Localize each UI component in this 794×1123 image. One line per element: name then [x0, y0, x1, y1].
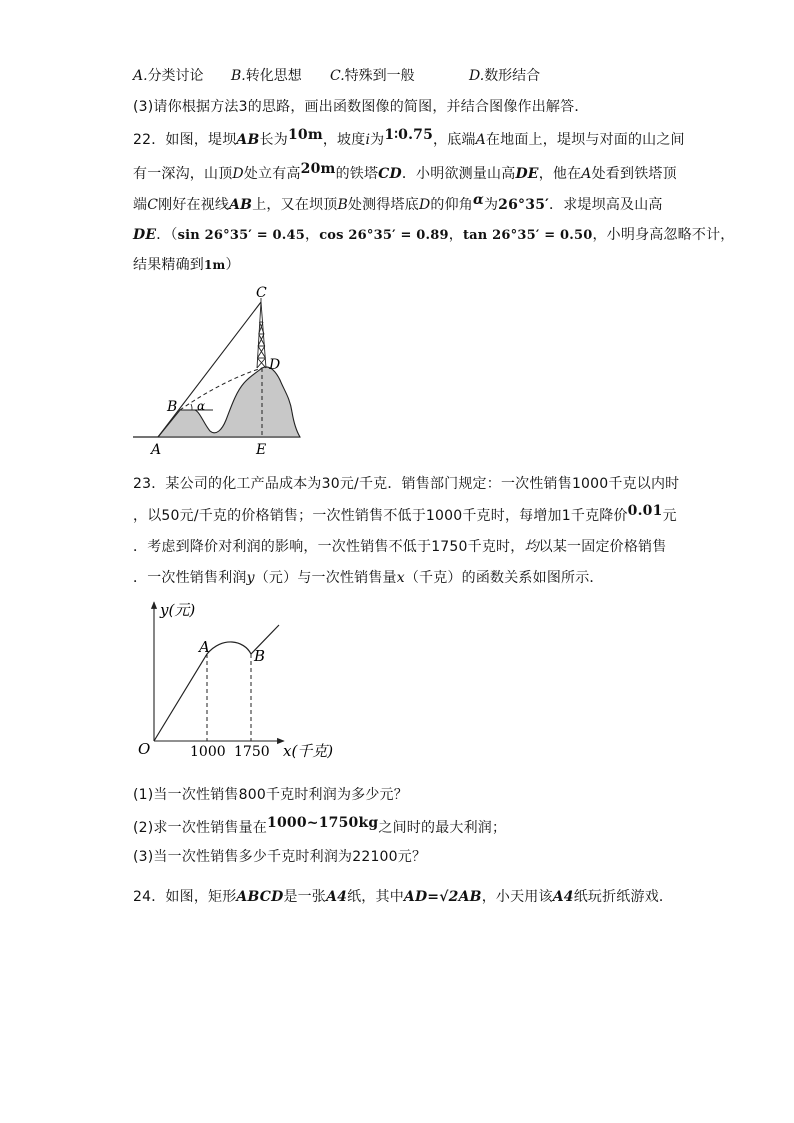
math: cos 26°35′ = 0.89 — [319, 228, 449, 243]
text: 的仰角 — [430, 197, 473, 213]
q23-part2 — [133, 815, 507, 838]
math: α — [472, 192, 484, 208]
math: CD — [378, 166, 402, 182]
math: 10m — [287, 127, 323, 143]
tower — [257, 298, 266, 368]
math: D — [418, 197, 431, 213]
profit-graph — [128, 596, 348, 766]
math: 26°35′ — [498, 197, 550, 213]
label-e: E — [256, 442, 267, 456]
text: 处测得塔底 — [347, 197, 419, 213]
math: A4 — [552, 889, 574, 905]
math: 0.01 — [627, 503, 663, 519]
math: C — [147, 197, 159, 213]
option-c-text: 特殊到一般 — [344, 68, 415, 84]
label-a: A — [151, 442, 162, 456]
label-d: D — [269, 357, 281, 373]
text: 结果精确到 — [133, 257, 204, 273]
text: 上，又在坝顶 — [252, 197, 338, 213]
text: 处立有高 — [243, 166, 301, 182]
option-d-letter: D. — [469, 68, 485, 84]
math: AB — [236, 132, 260, 148]
math: 1m — [204, 258, 226, 272]
math: tan 26°35′ = 0.50 — [462, 228, 593, 243]
math: 20m — [300, 161, 336, 177]
tick-1750: 1750 — [234, 744, 270, 760]
text: （元）与一次性销售量 — [254, 570, 397, 586]
text: 纸玩折纸游戏． — [573, 889, 674, 905]
option-c — [330, 66, 415, 86]
text: 的铁塔 — [335, 166, 379, 182]
math: i — [365, 132, 371, 148]
math: x — [396, 570, 405, 586]
text: 均 — [524, 539, 539, 555]
text: ， — [304, 227, 320, 243]
option-d-text: 数形结合 — [484, 68, 541, 84]
option-a-text: 分类讨论 — [147, 68, 204, 84]
math: A — [475, 132, 486, 148]
q23-part1: (1)当一次性销售800千克时利润为多少元？ — [133, 787, 408, 803]
math: D — [232, 166, 244, 182]
text: 在地面上，堤坝与对面的山之间 — [485, 132, 685, 148]
text: ．小明欲测量山高 — [401, 166, 516, 182]
text: 刚好在视线 — [158, 197, 230, 213]
text: 24．如图，矩形 — [133, 889, 237, 905]
text: 22．如图，堤坝 — [133, 132, 237, 148]
point-b-label: B — [254, 647, 266, 665]
q23-line2 — [133, 503, 677, 526]
math: DE — [515, 166, 539, 182]
q23-part3: (3)当一次性销售多少千克时利润为22100元？ — [133, 849, 427, 865]
math: sin 26°35′ = 0.45 — [177, 228, 305, 243]
option-b — [231, 66, 302, 86]
q23-line4 — [133, 568, 604, 588]
q23-line3 — [133, 537, 666, 557]
option-a — [133, 66, 204, 86]
q22-line4 — [133, 225, 734, 246]
math: A4 — [326, 889, 348, 905]
q22-line2 — [133, 161, 677, 184]
math: ABCD — [236, 889, 284, 905]
dam-mountain-shape — [158, 367, 300, 437]
q24-line — [133, 887, 673, 907]
math: AD=√2AB — [403, 889, 482, 905]
text: 端 — [133, 197, 148, 213]
angle-arc — [191, 404, 192, 410]
text: 是一张 — [283, 889, 327, 905]
q22-line1 — [133, 127, 685, 150]
math: 1000~1750kg — [267, 815, 379, 831]
math: y — [246, 570, 255, 586]
text: 处看到铁塔顶 — [591, 166, 677, 182]
text: ，底端 — [433, 132, 476, 148]
text: ，以50元/千克的价格销售；一次性销售不低于1000千克时，每增加1千克降价 — [133, 508, 628, 524]
text: ，坡度 — [322, 132, 366, 148]
origin-label: O — [138, 740, 151, 758]
q21-part3: (3)请你根据方法3的思路，画出函数图像的简图，并结合图像作出解答． — [133, 99, 589, 115]
text: （千克）的函数关系如图所示． — [404, 570, 604, 586]
text: 为 — [483, 197, 499, 213]
option-a-letter: A. — [133, 68, 148, 84]
text: ．求堤坝高及山高 — [549, 197, 663, 213]
math: A — [581, 166, 592, 182]
text: 长为 — [259, 132, 288, 148]
profit-curve — [154, 625, 279, 741]
x-axis-label: x(千克) — [283, 742, 334, 760]
text: (2)求一次性销售量在 — [133, 820, 268, 836]
text: 有一深沟，山顶 — [133, 166, 233, 182]
text: 纸，其中 — [347, 889, 404, 905]
text: ，他在 — [538, 166, 582, 182]
label-b: B — [167, 399, 178, 415]
label-alpha: α — [197, 399, 206, 413]
math: AB — [229, 197, 253, 213]
math: 1∶0.75 — [384, 127, 434, 143]
point-a-label: A — [199, 638, 210, 656]
text: ， — [448, 227, 463, 243]
math: DE — [133, 227, 157, 243]
label-c: C — [256, 285, 267, 301]
dam-tower-figure — [128, 284, 308, 456]
q22-line3 — [133, 192, 663, 215]
tick-1000: 1000 — [190, 744, 226, 760]
q23-line1: 23．某公司的化工产品成本为30元/千克．销售部门规定：一次性销售1000千克以内时 — [133, 476, 680, 492]
text: ，小天用该 — [481, 889, 553, 905]
option-b-text: 转化思想 — [245, 68, 302, 84]
q22-line5 — [133, 255, 240, 275]
option-d — [469, 66, 540, 86]
text: 以某一固定价格销售 — [538, 539, 667, 555]
text: ．一次性销售利润 — [133, 570, 247, 586]
text: 元 — [662, 508, 677, 524]
text: ） — [225, 257, 240, 273]
text: 之间时的最大利润； — [378, 820, 507, 836]
text: ．考虑到降价对利润的影响，一次性销售不低于1750千克时， — [133, 539, 525, 555]
text: ．（ — [156, 227, 178, 243]
text: 为 — [370, 132, 385, 148]
text: ，小明身高忽略不计， — [592, 227, 735, 243]
math: B — [337, 197, 348, 213]
y-axis-label: y(元) — [160, 601, 196, 619]
option-c-letter: C. — [330, 68, 345, 84]
option-b-letter: B. — [231, 68, 246, 84]
